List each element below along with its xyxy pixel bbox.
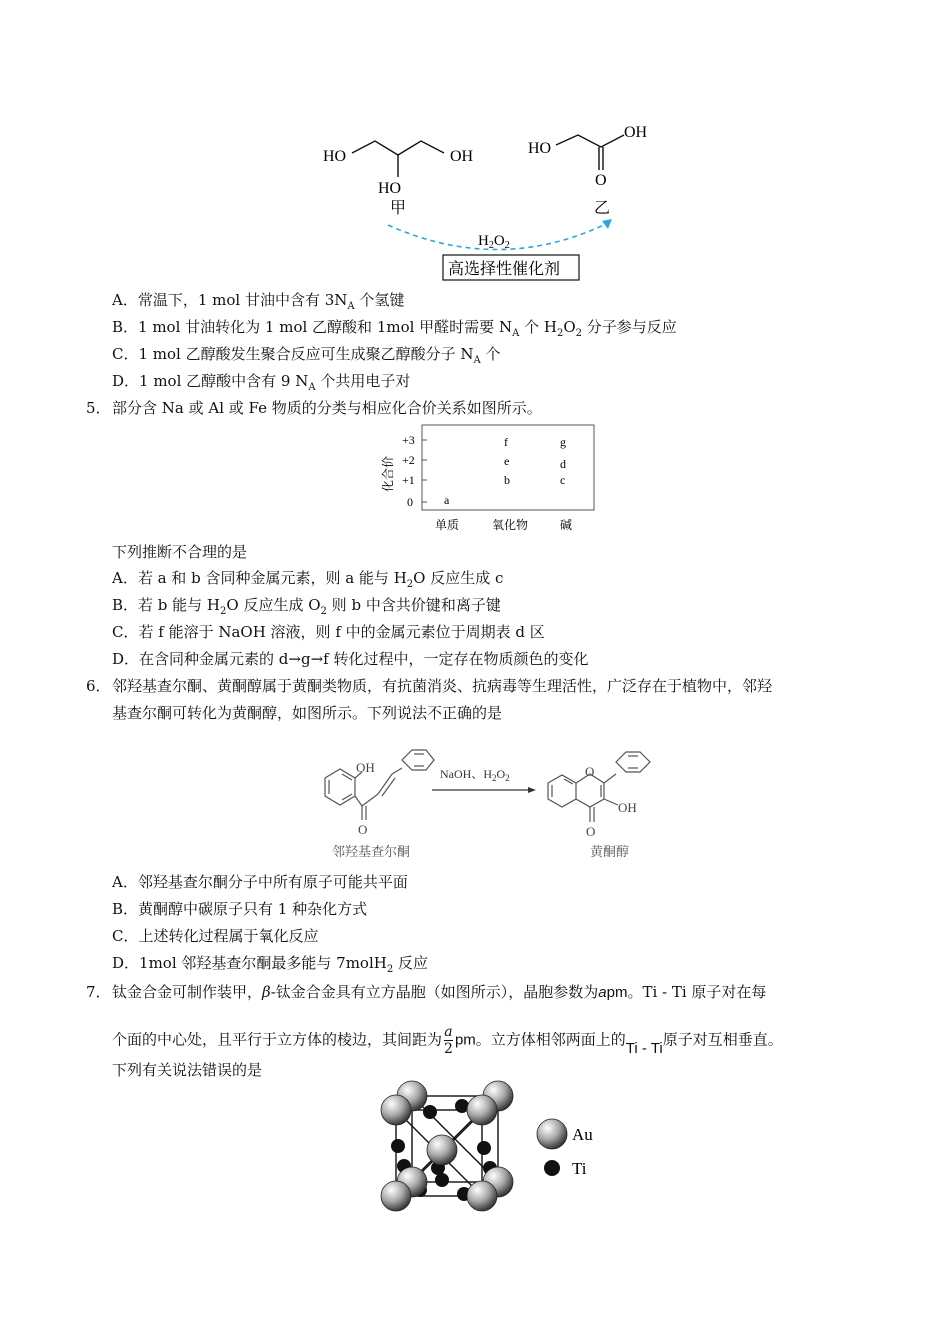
q7-stem-3: 下列有关说法错误的是: [112, 1061, 263, 1079]
legend-ti-label: Ti: [572, 1159, 587, 1178]
xcat-base: 碱: [560, 518, 573, 532]
crystal-cell-figure: [372, 1080, 632, 1220]
reagent-h2o2: $H_2O_2$: [478, 233, 510, 251]
reagent-naoh-h2o2: NaOH、$H_2O_2$: [440, 767, 510, 783]
q4-option-c: C．1 mol 乙醇酸发生聚合反应可生成聚乙醇酸分子 $N_A$ 个: [112, 345, 501, 366]
q4-option-b: B．1 mol 甘油转化为 1 mol 乙醇酸和 1mol 甲醛时需要 $N_A$ 个 $H_2O_2$ 分子参与反应: [112, 318, 677, 339]
ytick-plus2: +2: [402, 453, 415, 467]
ytick-plus3: +3: [402, 433, 415, 447]
q6-option-c: C．上述转化过程属于氧化反应: [112, 927, 319, 945]
q4-option-a: A．常温下，1 mol 甘油中含有 $3N_A$ 个氢键: [112, 291, 405, 312]
q5-stem: 部分含 Na 或 Al 或 Fe 物质的分类与相应化合价关系如图所示。: [112, 399, 542, 417]
q6-option-b: B．黄酮醇中碳原子只有 1 种杂化方式: [112, 900, 368, 918]
q7-number: 7．: [86, 983, 111, 1001]
q6-number: 6．: [86, 677, 111, 695]
xcat-element: 单质: [435, 518, 460, 532]
legend-au-label: Au: [572, 1125, 593, 1144]
valence-chart: [372, 422, 602, 537]
point-g: g: [560, 435, 566, 449]
q5-option-c: C．若 f 能溶于 NaOH 溶液，则 f 中的金属元素位于周期表 d 区: [112, 623, 545, 641]
label-yi: 乙: [594, 200, 611, 217]
point-f: f: [504, 435, 508, 449]
point-e: e: [504, 454, 510, 468]
chalcone-o: O: [358, 822, 368, 837]
glycerol-oh-right: OH: [450, 148, 474, 165]
ytick-plus1: +1: [402, 473, 415, 487]
flavonol-o: O: [586, 824, 596, 839]
flavonol-oh: OH: [618, 800, 637, 815]
q5-lead: 下列推断不合理的是: [112, 543, 248, 561]
q6-option-d: D．1mol 邻羟基查尔酮最多能与 7molH$_2$ 反应: [112, 954, 428, 975]
q7-stem-2: 个面的中心处，且平行于立方体的棱边，其间距为 $\frac{a}{2}$ pm。立方体相邻两面上的Ti - Ti原子对互相垂直。: [112, 1024, 783, 1057]
q4-option-d: D．1 mol 乙醇酸中含有 9 $N_A$ 个共用电子对: [112, 372, 411, 393]
q7-stem-1: 钛金合金可制作装甲，β-钛金合金具有立方晶胞（如图所示），晶胞参数为apm。Ti - Ti 原子对在每: [112, 983, 767, 1001]
q5-option-b: B．若 b 能与 $H_2O$ 反应生成 $O_2$ 则 b 中含共价键和离子键: [112, 596, 501, 617]
glycerol-reaction-figure: [310, 115, 670, 285]
point-c: c: [560, 473, 566, 487]
q5-option-d: D．在含同种金属元素的 d→g→f 转化过程中，一定存在物质颜色的变化: [112, 650, 589, 668]
q5-number: 5．: [86, 399, 111, 417]
chalcone-oh: OH: [356, 760, 375, 775]
glycerol-ho-left: HO: [323, 148, 347, 165]
legend-au-swatch: [537, 1119, 567, 1149]
point-b: b: [504, 473, 510, 487]
legend-ti-swatch: [544, 1160, 560, 1176]
q6-stem-1: 邻羟基查尔酮、黄酮醇属于黄酮类物质，有抗菌消炎、抗病毒等生理活性，广泛存在于植物中，邻羟: [112, 677, 773, 695]
fraction-a-over-2: $\frac{a}{2}$: [444, 1024, 453, 1057]
point-a: a: [444, 493, 450, 507]
label-flavonol: 黄酮醇: [590, 844, 630, 859]
q6-stem-2: 基查尔酮可转化为黄酮醇，如图所示。下列说法不正确的是: [112, 704, 503, 722]
beta-symbol: β: [262, 983, 271, 1001]
glycerol-ho-bottom: HO: [378, 180, 402, 197]
q6-option-a: A．邻羟基查尔酮分子中所有原子可能共平面: [112, 873, 408, 891]
ylabel: 化合价: [381, 455, 395, 492]
glycolic-ho: HO: [528, 140, 552, 157]
ytick-zero: 0: [407, 495, 413, 509]
point-d: d: [560, 457, 566, 471]
xcat-oxide: 氧化物: [492, 518, 529, 532]
q5-option-a: A．若 a 和 b 含同种金属元素，则 a 能与 $H_2O$ 反应生成 c: [112, 569, 504, 590]
chalcone-reaction-figure: [300, 738, 680, 866]
label-chalcone: 邻羟基查尔酮: [332, 844, 411, 859]
catalyst-label: 高选择性催化剂: [448, 261, 561, 278]
glycolic-oh: OH: [624, 124, 648, 141]
label-jia: 甲: [390, 200, 407, 217]
glycolic-o: O: [595, 172, 607, 189]
flavonol-ring-o: O: [585, 764, 595, 779]
